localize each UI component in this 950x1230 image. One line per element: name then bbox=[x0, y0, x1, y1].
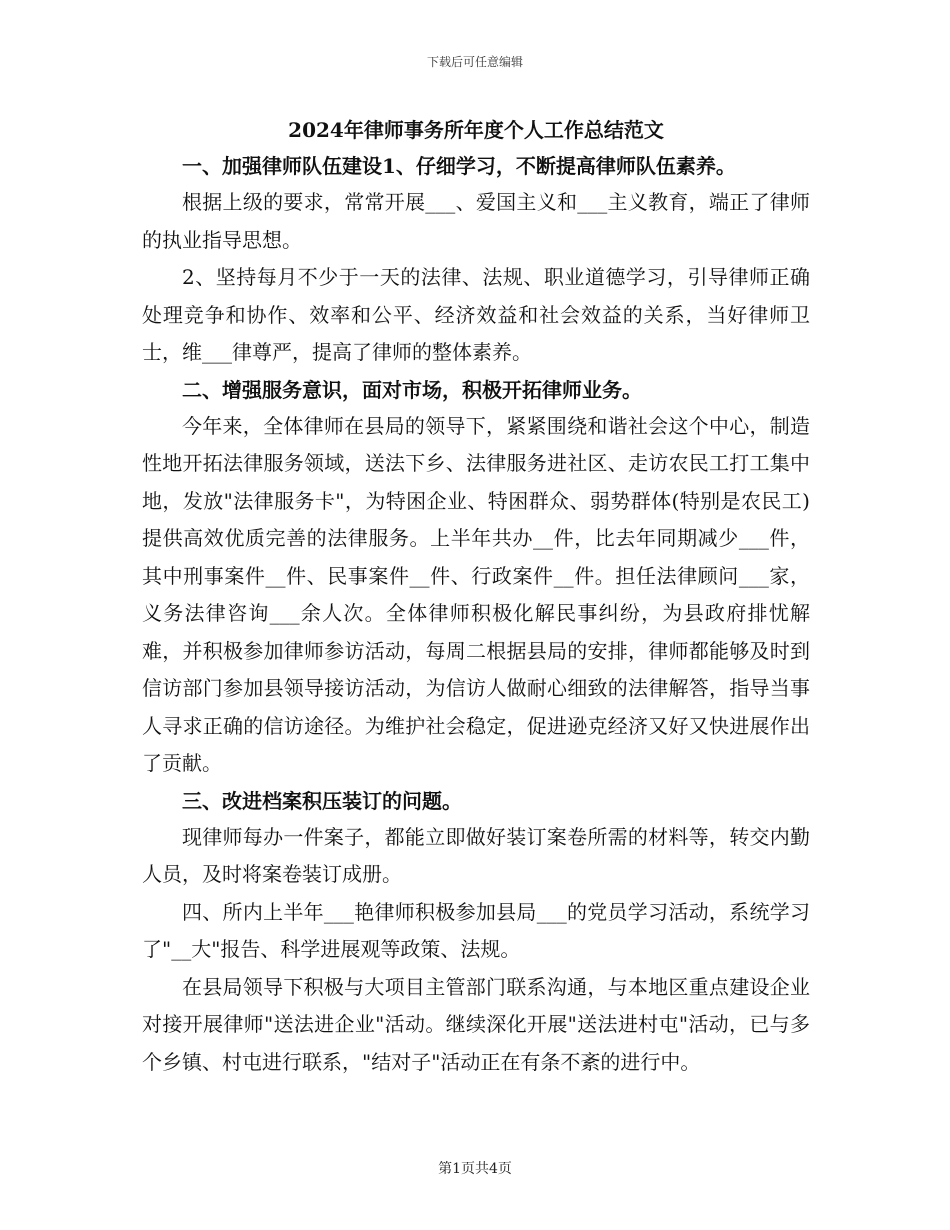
document-title: 2024年律师事务所年度个人工作总结范文 bbox=[288, 118, 664, 142]
section-heading-3: 三、改进档案积压装订的问题。 bbox=[182, 788, 462, 813]
paragraph-2: 2、坚持每月不少于一天的法律、法规、职业道德学习，引导律师正确处理竞争和协作、效率和公平、经济效益和社会效益的关系，当好律师卫士，维___律尊严，提高了律师的整体素养。 bbox=[142, 265, 810, 364]
paragraph-1: 根据上级的要求，常常开展___、爱国主义和___主义教育，端正了律师的执业指导思想。 bbox=[142, 190, 810, 252]
paragraph-5: 四、所内上半年___艳律师积极参加县局___的党员学习活动，系统学习了"__大"报告、科学进展观等政策、法规。 bbox=[142, 899, 810, 961]
document-body bbox=[142, 112, 810, 1081]
page-footer: 第1页共4页 bbox=[438, 1161, 512, 1177]
paragraph-4: 现律师每办一件案子，都能立即做好装订案卷所需的材料等，转交内勤人员，及时将案卷装订成册。 bbox=[142, 824, 810, 886]
paragraph-6: 在县局领导下积极与大项目主管部门联系沟通，与本地区重点建设企业对接开展律师"送法进企业"活动。继续深化开展"送法进村屯"活动，已与多个乡镇、村屯进行联系，"结对子"活动正在有条不紊的进行中。 bbox=[142, 974, 810, 1074]
section-heading-1: 一、加强律师队伍建设1、仔细学习，不断提高律师队伍素养。 bbox=[182, 154, 736, 178]
header-note: 下载后可任意编辑 bbox=[426, 55, 523, 69]
paragraph-3: 今年来，全体律师在县局的领导下，紧紧围绕和谐社会这个中心，制造性地开拓法律服务领域，送法下乡、法律服务进社区、走访农民工打工集中地，发放"法律服务卡"，为特困企业、特困群众、弱势群体(特别是农民工)提供高效优质完善的法律服务。上半年共办__件，比去年同期减少___件，其中刑事案件__件、民事案件__件、行政案件__件。担任法律顾问___家，义务法律咨询___余人次。全体律师积极化解民事纠纷，为县政府排忧解难，并积极参加律师参访活动，每周二根据县局的安排，律师都能够及时到信访部门参加县领导接访活动，为信访人做耐心细致的法律解答，指导当事人寻求正确的信访途径。为维护社会稳定，促进逊克经济又好又快进展作出了贡献。 bbox=[142, 413, 810, 775]
section-heading-2: 二、增强服务意识，面对市场，积极开拓律师业务。 bbox=[182, 377, 642, 402]
